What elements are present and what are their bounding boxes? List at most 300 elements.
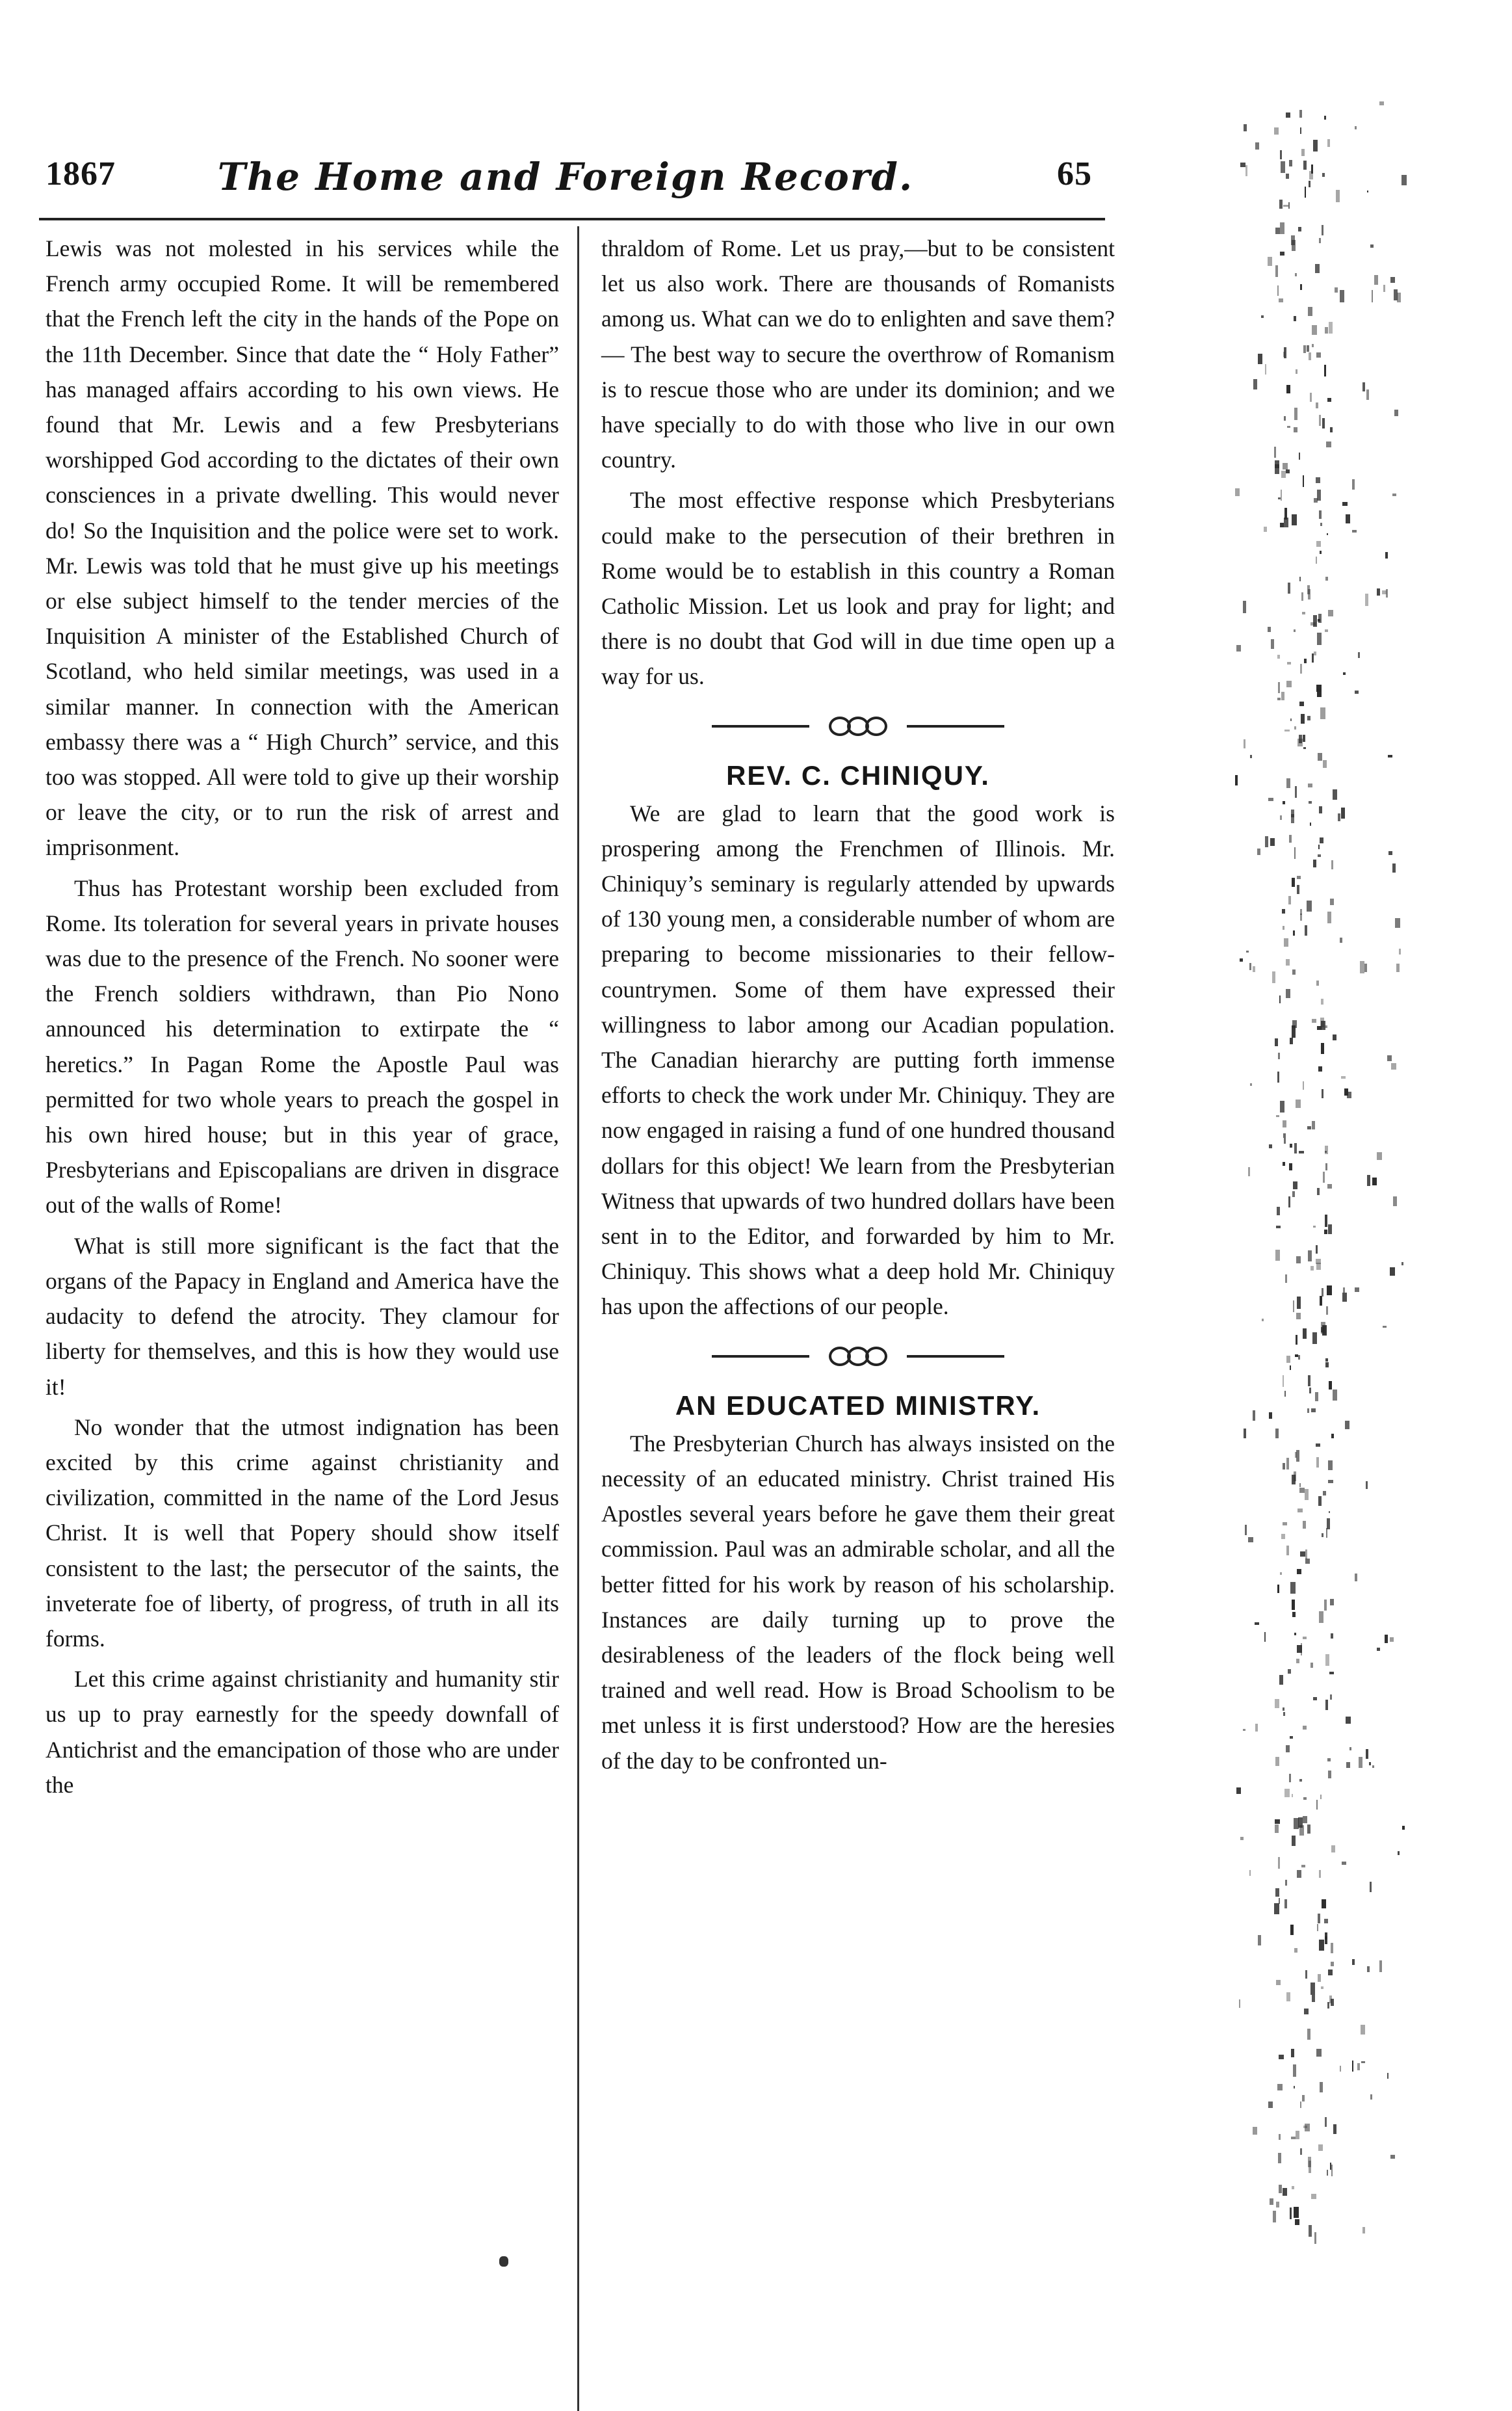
speckle-dot [1295, 2219, 1299, 2225]
speckle-dot [1310, 1266, 1314, 1271]
speckle-dot [1273, 2211, 1276, 2222]
speckle-dot [1288, 583, 1291, 594]
speckle-dot [1272, 971, 1275, 982]
speckle-dot [1239, 1999, 1240, 2009]
speckle-dot [1275, 1757, 1279, 1767]
speckle-dot [1285, 1274, 1287, 1283]
speckle-dot [1244, 1429, 1246, 1438]
speckle-dot [1391, 1063, 1396, 1070]
speckle-dot [1326, 1528, 1327, 1538]
speckle-dot [1325, 327, 1328, 334]
speckle-dot [1294, 1818, 1299, 1829]
section-ornament [601, 704, 1115, 749]
speckle-dot [1240, 958, 1243, 962]
speckle-dot [1352, 1959, 1355, 1965]
speckle-dot [1319, 1611, 1323, 1623]
speckle-dot [1370, 2094, 1372, 2100]
speckle-dot [1296, 1335, 1297, 1344]
speckle-dot [1310, 393, 1312, 402]
speckle-dot [1316, 541, 1320, 546]
speckle-dot [1327, 139, 1330, 148]
speckle-dot [1331, 1633, 1334, 1638]
speckle-dot [1329, 1381, 1332, 1389]
speckle-dot [1300, 1551, 1305, 1557]
speckle-dot [1358, 652, 1360, 658]
speckle-dot [1304, 2009, 1308, 2014]
speckle-dot [1308, 2157, 1311, 2167]
speckle-dot [1309, 2225, 1312, 2237]
speckle-dot [1342, 1862, 1346, 1865]
speckle-dot [1280, 222, 1284, 235]
speckle-dot [1294, 1633, 1296, 1635]
speckle-dot [1236, 645, 1240, 652]
speckle-dot [1307, 2029, 1310, 2040]
speckle-dot [1343, 672, 1346, 675]
speckle-dot [1277, 1207, 1280, 1216]
speckle-dot [1294, 847, 1296, 860]
speckle-dot [1298, 227, 1301, 231]
speckle-dot [1324, 1230, 1327, 1233]
speckle-dot [1279, 200, 1282, 209]
speckle-dot [1284, 518, 1288, 527]
speckle-dot [1300, 127, 1301, 134]
header-rule [39, 218, 1105, 220]
speckle-dot [1291, 235, 1295, 244]
speckle-dot [1284, 1391, 1286, 1396]
speckle-dot [1290, 1144, 1292, 1147]
speckle-dot [1310, 823, 1311, 826]
speckle-dot [1243, 1729, 1245, 1731]
speckle-dot [1275, 1819, 1280, 1824]
speckle-dot [1307, 345, 1309, 352]
speckle-dot [1292, 969, 1296, 975]
speckle-dot [1277, 285, 1279, 295]
speckle-dot [1320, 551, 1321, 553]
speckle-dot [1320, 837, 1323, 843]
speckle-dot [1325, 1932, 1327, 1944]
speckle-dot [1296, 1313, 1301, 1319]
speckle-dot [1325, 1163, 1327, 1170]
speckle-dot [1284, 1789, 1290, 1798]
speckle-dot [1367, 1175, 1370, 1186]
speckle-dot [1290, 1365, 1291, 1370]
speckle-dot [1292, 2186, 1294, 2189]
speckle-dot [1255, 1724, 1258, 1732]
speckle-dot [1294, 2086, 1295, 2088]
speckle-dot [1292, 1020, 1297, 1028]
speckle-dot [1322, 1288, 1323, 1296]
speckle-dot [1328, 1480, 1333, 1483]
speckle-dot [1275, 460, 1279, 469]
speckle-dot [1362, 382, 1365, 392]
speckle-dot [1367, 1966, 1370, 1972]
speckle-dot [1285, 1880, 1286, 1885]
speckle-dot [1377, 588, 1380, 596]
speckle-dot [1307, 1825, 1310, 1834]
speckle-dot [1320, 1795, 1322, 1800]
speckle-dot [1288, 1196, 1291, 1207]
speckle-dot [1286, 469, 1290, 473]
running-header [39, 155, 1092, 213]
speckle-dot [1330, 1694, 1333, 1700]
paragraph: Let this crime against christianity and humanity stir us up to pray earnestly for the speedy downfall of Antichrist and the emancipation of those who are under the [46, 1666, 559, 1798]
speckle-dot [1329, 1996, 1332, 2003]
speckle-dot [1249, 963, 1251, 970]
speckle-dot [1313, 140, 1318, 152]
speckle-dot [1328, 610, 1333, 617]
speckle-dot [1279, 2185, 1282, 2193]
speckle-dot [1395, 918, 1400, 929]
speckle-dot [1296, 369, 1297, 373]
speckle-dot [1253, 1410, 1256, 1421]
speckle-dot [1299, 110, 1303, 118]
speckle-dot [1292, 1612, 1295, 1616]
speckle-dot [1265, 364, 1266, 375]
speckle-dot [1311, 1408, 1316, 1412]
speckle-dot [1245, 165, 1247, 177]
speckle-dot [1284, 938, 1288, 947]
speckle-dot [1318, 845, 1320, 849]
speckle-dot [1250, 1083, 1252, 1086]
speckle-dot [1289, 1774, 1292, 1782]
speckle-dot [1278, 1053, 1280, 1060]
speckle-dot [1320, 707, 1325, 719]
speckle-dot [1316, 685, 1322, 692]
speckle-dot [1316, 1443, 1320, 1447]
speckle-dot [1316, 477, 1320, 483]
speckle-dot [1318, 1974, 1321, 1982]
speckle-dot [1322, 1533, 1323, 1537]
speckle-dot [1318, 1496, 1322, 1506]
speckle-dot [1303, 1726, 1307, 1729]
speckle-dot [1390, 277, 1395, 283]
speckle-dot [1299, 702, 1304, 706]
speckle-dot [1313, 860, 1316, 867]
speckle-dot [1310, 1983, 1315, 1995]
speckle-dot [1286, 1745, 1290, 1752]
speckle-dot [1288, 896, 1291, 904]
speckle-dot [1317, 490, 1320, 501]
speckle-dot [1355, 126, 1357, 129]
speckle-dot [1283, 1120, 1286, 1127]
speckle-dot [1320, 523, 1322, 526]
speckle-dot [1320, 2082, 1322, 2092]
speckle-dot [1370, 1882, 1372, 1892]
speckle-dot [1372, 290, 1373, 302]
speckle-dot [1289, 160, 1292, 166]
speckle-dot [1296, 1256, 1301, 1263]
speckle-dot [1279, 2055, 1284, 2059]
speckle-dot [1316, 557, 1317, 564]
speckle-dot [1284, 730, 1290, 731]
speckle-dot [1244, 739, 1245, 749]
speckle-dot [1319, 238, 1321, 243]
speckle-dot [1280, 150, 1282, 159]
speckle-dot [1297, 1509, 1302, 1512]
speckle-dot [1362, 2227, 1365, 2233]
speckle-dot [1365, 594, 1368, 606]
speckle-dot [1294, 316, 1296, 321]
speckle-dot [1294, 1471, 1296, 1482]
right-column [601, 231, 1115, 1778]
speckle-dot [1286, 112, 1290, 117]
speckle-dot [1341, 1076, 1346, 1079]
speckle-dot [1278, 682, 1280, 693]
speckle-dot [1257, 849, 1260, 855]
speckle-dot [1327, 533, 1328, 535]
speckle-dot [1277, 1072, 1279, 1083]
speckle-dot [1244, 124, 1247, 131]
speckle-dot [1320, 1296, 1322, 1306]
speckle-dot [1283, 926, 1284, 929]
speckle-dot [1245, 1525, 1247, 1535]
speckle-dot [1330, 899, 1334, 905]
speckle-dot [1283, 2188, 1287, 2196]
speckle-dot [1296, 1659, 1299, 1663]
speckle-dot [1240, 1837, 1244, 1840]
speckle-dot [1316, 1457, 1319, 1468]
paragraph: What is still more significant is the fact that the organs of the Papacy in England and America have the audacity to defend the atrocity. They clamour for liberty for themselves, and this is how they would use it! [46, 1232, 559, 1400]
speckle-dot [1317, 1188, 1320, 1195]
speckle-dot [1300, 664, 1302, 674]
speckle-dot [1331, 1962, 1334, 1966]
speckle-dot [1298, 1355, 1299, 1360]
speckle-dot [1299, 577, 1301, 581]
speckle-dot [1279, 1675, 1283, 1685]
speckle-dot [1303, 735, 1306, 742]
speckle-dot [1248, 1167, 1250, 1176]
speckle-dot [1264, 527, 1267, 532]
speckle-dot [1248, 1537, 1253, 1542]
speckle-dot [1340, 2066, 1341, 2071]
speckle-dot [1333, 789, 1337, 800]
speckle-dot [1302, 612, 1305, 614]
speckle-dot [1352, 479, 1355, 490]
speckle-dot [1303, 1521, 1306, 1529]
speckle-dot [1397, 293, 1401, 302]
speckle-dot [1292, 1794, 1294, 1798]
speckle-dot [1286, 681, 1292, 687]
speckle-dot [1276, 1226, 1281, 1228]
speckle-dot [1309, 181, 1310, 187]
speckle-dot [1293, 1300, 1294, 1312]
speckle-dot [1297, 1870, 1301, 1877]
speckle-dot [1329, 1672, 1335, 1674]
section-heading-educated-ministry: AN EDUCATED MINISTRY. [675, 1390, 1041, 1421]
speckle-dot [1319, 510, 1322, 519]
speckle-dot [1283, 1522, 1288, 1525]
speckle-dot [1316, 981, 1318, 986]
speckle-dot [1270, 2198, 1273, 2206]
speckle-dot [1319, 1870, 1321, 1878]
speckle-dot [1383, 285, 1385, 292]
speckle-dot [1282, 909, 1285, 914]
speckle-dot [1342, 502, 1348, 507]
speckle-dot [1279, 995, 1281, 1003]
speckle-dot [1324, 1600, 1327, 1610]
speckle-dot [1296, 1100, 1301, 1109]
speckle-dot [1310, 1663, 1313, 1668]
speckle-dot [1279, 2134, 1281, 2141]
speckle-dot [1336, 190, 1340, 202]
speckle-dot [1308, 307, 1312, 316]
speckle-dot [1294, 1948, 1297, 1953]
speckle-dot [1290, 1736, 1292, 1738]
speckle-dot [1249, 1870, 1251, 1877]
speckle-dot [1321, 1322, 1325, 1334]
speckle-dot [1324, 365, 1326, 376]
speckle-dot [1278, 1857, 1280, 1869]
speckle-dot [1268, 257, 1272, 266]
speckle-dot [1271, 639, 1273, 649]
speckle-dot [1303, 1081, 1304, 1090]
speckle-dot [1305, 187, 1306, 198]
speckle-dot [1366, 1749, 1368, 1758]
speckle-dot [1364, 964, 1367, 972]
speckle-dot [1330, 1599, 1335, 1606]
speckle-dot [1293, 2064, 1296, 2077]
speckle-dot [1324, 1919, 1328, 1923]
paragraph: We are glad to learn that the good work is prospering among the Frenchmen of Illinois. Mr. Chiniquy’s seminary is regularly attended by upwards of 130 young men, a considerable number of whom are preparing to become missionaries to their fellow-countrymen. Some of them have expressed their willingness to labor among our Acadian population. The Canadian hierarchy are putting forth immense efforts to check the work under Mr. Chiniquy. They are now engaged in raising a fund of one hundred thousand dollars for this object! We learn from the Presbyterian Witness that upwards of two hundred dollars have been sent in to the Editor, and forwarded by him to Mr. Chiniquy. This shows what a deep hold Mr. Chiniquy has upon the affections of our people. [601, 800, 1115, 1320]
speckle-dot [1402, 1826, 1405, 1830]
speckle-dot [1346, 1717, 1351, 1724]
speckle-dot [1253, 379, 1257, 389]
speckle-dot [1319, 806, 1322, 813]
speckle-dot [1290, 1038, 1293, 1044]
speckle-dot [1323, 1491, 1326, 1496]
speckle-dot [1312, 1332, 1317, 1344]
speckle-dot [1355, 691, 1359, 694]
speckle-dot [1296, 2131, 1300, 2139]
speckle-dot [1297, 1297, 1301, 1308]
speckle-dot [1338, 813, 1340, 821]
speckle-dot [1236, 1787, 1241, 1793]
speckle-dot [1279, 1898, 1280, 1904]
speckle-dot [1283, 1162, 1285, 1166]
speckle-dot [1294, 408, 1297, 420]
speckle-dot [1280, 815, 1282, 819]
speckle-dot [1276, 1115, 1279, 1117]
speckle-dot [1346, 1762, 1349, 1767]
speckle-dot [1261, 315, 1264, 318]
speckle-dot [1280, 252, 1284, 256]
speckle-dot [1355, 1287, 1359, 1292]
speckle-dot [1394, 410, 1398, 416]
speckle-dot [1302, 2095, 1305, 2101]
speckle-dot [1283, 1133, 1286, 1138]
speckle-dot [1340, 290, 1344, 302]
speckle-dot [1321, 999, 1324, 1005]
speckle-dot [1299, 1779, 1302, 1782]
speckle-dot [1283, 801, 1284, 804]
speckle-dot [1341, 808, 1345, 819]
header-year: 1867 [46, 155, 116, 192]
speckle-dot [1311, 165, 1313, 174]
speckle-dot [1286, 989, 1290, 998]
speckle-dot [1276, 1980, 1281, 1985]
speckle-dot [1283, 205, 1288, 207]
speckle-dot [1328, 1771, 1331, 1779]
speckle-dot [1388, 851, 1392, 855]
header-title: The Home and Foreign Record. [217, 155, 914, 199]
speckle-dot [1321, 1986, 1323, 1989]
speckle-dot [1300, 2101, 1301, 2108]
speckle-dot [1287, 662, 1291, 665]
speckle-dot [1326, 441, 1331, 447]
paragraph: Thus has Protestant worship been excluded from Rome. Its toleration for several years in private houses was due to the presence of the French. No sooner were the French soldiers withdrawn, than Pio Nono announced his determination to extirpate the “ heretics.” In Pagan Rome the Apostle Paul was permitted for two whole years to preach the gospel in his own hired house; but in this year of grace, Presbyterians and Episcopalians are driven in disgrace out of the walls of Rome! [46, 875, 559, 1219]
speckle-dot [1299, 1151, 1304, 1153]
speckle-dot [1370, 244, 1374, 248]
speckle-dot [1347, 1092, 1351, 1098]
speckle-dot [1305, 925, 1307, 936]
speckle-dot [1316, 1800, 1318, 1810]
speckle-dot [1307, 716, 1310, 720]
speckle-dot [1333, 1034, 1336, 1041]
speckle-dot [1288, 1669, 1291, 1674]
speckle-dot [1286, 174, 1289, 179]
speckle-dot [1314, 652, 1317, 655]
speckle-dot [1321, 1021, 1325, 1030]
speckle-dot [1331, 860, 1333, 869]
speckle-dot [1308, 1375, 1310, 1386]
column-divider [577, 226, 579, 2411]
speckle-dot [1283, 1463, 1285, 1469]
speckle-dot [1387, 1055, 1392, 1061]
speckle-dot [1297, 885, 1299, 893]
speckle-dot [1275, 1250, 1280, 1260]
speckle-dot [1303, 1816, 1307, 1823]
page-edge-speckle [1235, 98, 1450, 2282]
speckle-dot [1317, 633, 1322, 645]
speckle-dot [1305, 1559, 1310, 1564]
speckle-dot [1331, 1943, 1333, 1954]
speckle-dot [1274, 127, 1278, 135]
speckle-dot [1290, 718, 1292, 721]
speckle-dot [1268, 798, 1273, 801]
speckle-dot [1286, 1992, 1290, 2001]
speckle-dot [1392, 863, 1396, 872]
speckle-dot [1303, 1637, 1307, 1639]
paragraph: The most effective response which Presbyterians could make to the persecution of their brethren in Rome would be to establish in this country a Roman Catholic Mission. Let us look and pray for light; and there is no doubt that God will in due time open up a way for us. [601, 487, 1115, 690]
speckle-dot [1294, 427, 1298, 433]
speckle-dot [1303, 1797, 1307, 1800]
speckle-dot [1311, 2194, 1316, 2198]
speckle-dot [1327, 1758, 1331, 1761]
speckle-dot [1290, 1925, 1294, 1935]
speckle-dot [1299, 1825, 1304, 1836]
speckle-dot [1305, 2124, 1310, 2131]
speckle-dot [1283, 1712, 1285, 1717]
speckle-dot [1329, 1511, 1330, 1513]
speckle-dot [1292, 1836, 1296, 1846]
speckle-dot [1316, 1263, 1321, 1269]
speckle-dot [1369, 1762, 1371, 1766]
speckle-dot [1280, 1572, 1282, 1575]
speckle-dot [1265, 836, 1268, 847]
ink-mark [499, 2256, 508, 2267]
speckle-dot [1314, 2232, 1317, 2244]
speckle-dot [1349, 1747, 1351, 1750]
speckle-dot [1284, 416, 1286, 421]
speckle-dot [1246, 951, 1249, 953]
speckle-dot [1281, 1534, 1285, 1539]
speckle-dot [1322, 1089, 1323, 1098]
speckle-dot [1293, 1181, 1297, 1189]
speckle-dot [1345, 1421, 1349, 1429]
speckle-dot [1329, 322, 1332, 334]
speckle-dot [1327, 912, 1331, 924]
speckle-dot [1318, 1914, 1321, 1923]
